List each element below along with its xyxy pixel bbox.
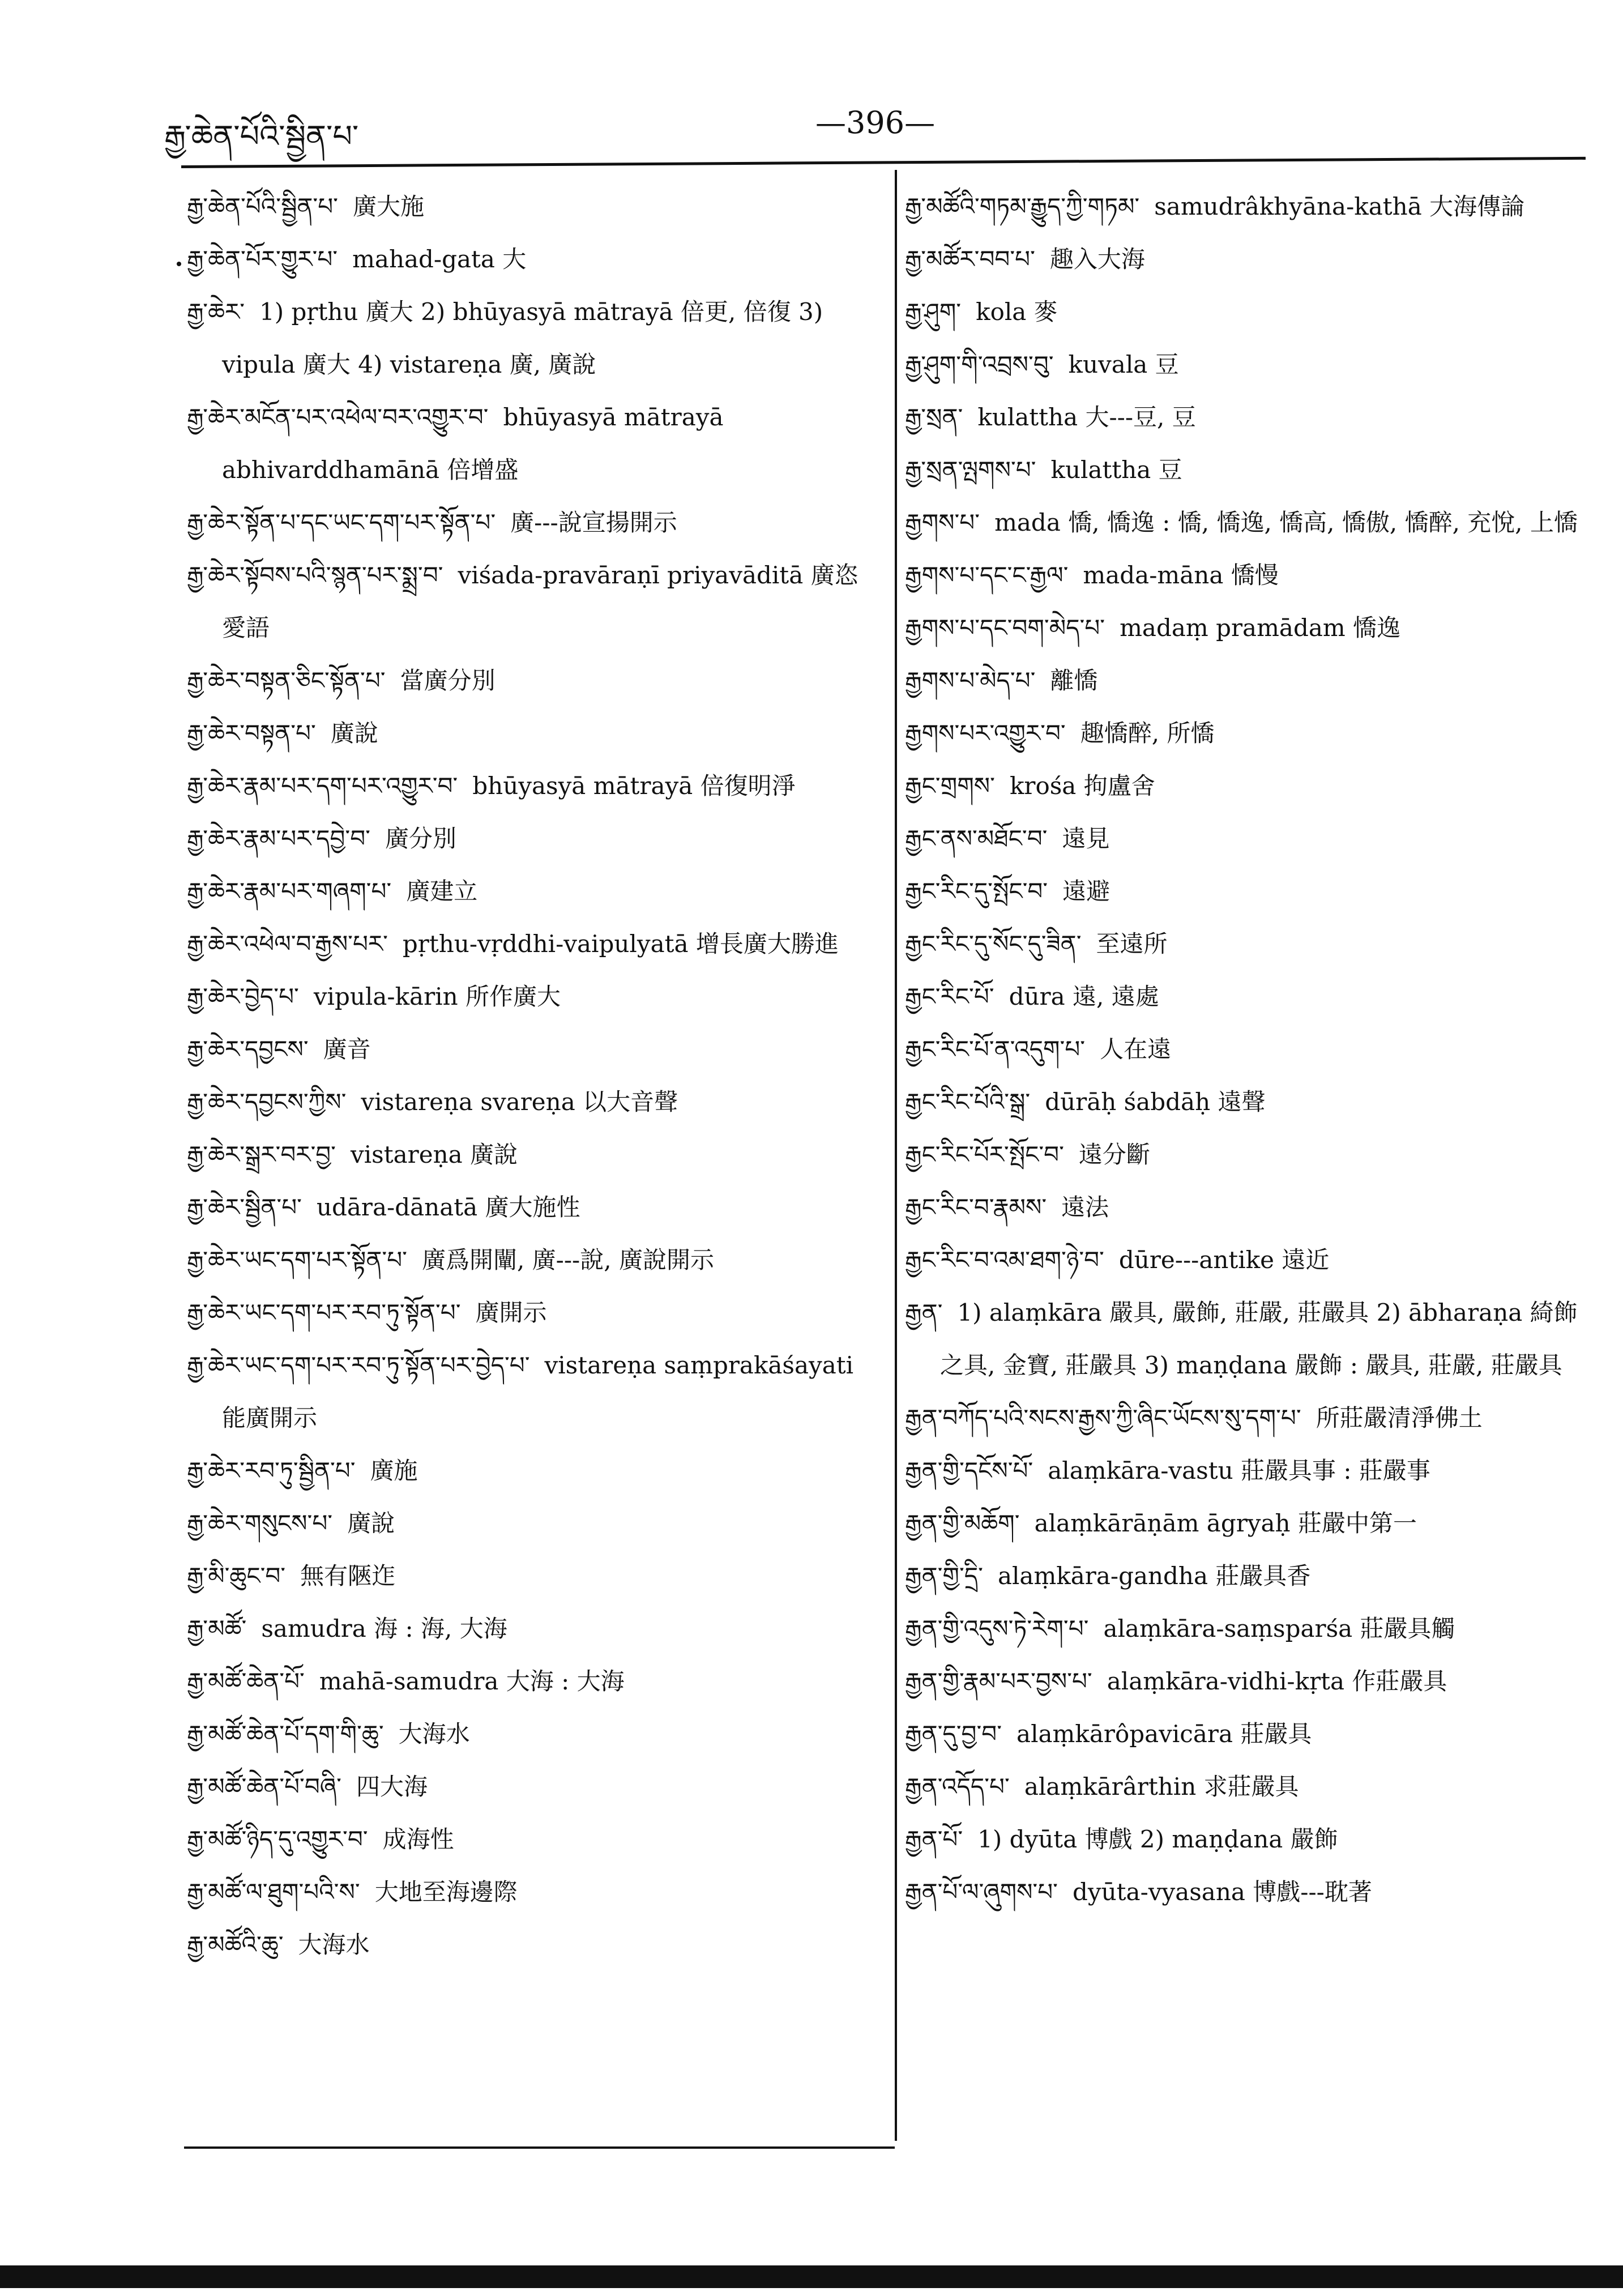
dictionary-entry xyxy=(187,1023,866,1076)
entry-definition: alaṃkāra-vidhi-kṛta 作莊嚴具 xyxy=(1107,1667,1447,1695)
column-divider xyxy=(895,170,897,2141)
entry-headword: རྒྱ་མཚོའི་གཏམ་རྒྱུད་ཀྱི་གཏམ་ xyxy=(905,193,1140,220)
entry-headword: རྒྱ་ཆེར་རབ་ཏུ་སྦྱིན་པ་ xyxy=(187,1457,356,1484)
entry-definition: alaṃkāra-gandha 莊嚴具香 xyxy=(997,1562,1311,1590)
dictionary-entry xyxy=(905,601,1579,654)
entry-definition: 1) dyūta 博戲 2) maṇḍana 嚴飾 xyxy=(977,1825,1338,1853)
entry-headword: རྒྱ་ཆེན་པོར་གྱུར་པ་ xyxy=(187,245,338,273)
dictionary-entry xyxy=(905,917,1579,970)
dictionary-entry xyxy=(187,391,866,496)
dictionary-entry xyxy=(905,1181,1579,1234)
entry-headword: རྒྱན་གྱི་དངོས་པོ་ xyxy=(905,1457,1033,1484)
entry-headword: རྒྱང་རིང་པོའི་སྒྲ་ xyxy=(905,1088,1031,1116)
entry-headword: རྒྱ་ཤུག་གི་འབྲས་བུ་ xyxy=(905,351,1054,378)
dictionary-entry xyxy=(187,970,866,1023)
entry-headword: རྒྱ་མཚོ་ཆེན་པོ་དག་གི་ཆུ་ xyxy=(187,1720,384,1748)
dictionary-entry xyxy=(905,180,1579,233)
dictionary-entry xyxy=(187,654,866,707)
right-column xyxy=(905,180,1579,1918)
dictionary-entry xyxy=(187,1444,866,1497)
entry-definition: 所莊嚴清淨佛土 xyxy=(1316,1404,1483,1432)
entry-definition: vistareṇa 廣說 xyxy=(351,1141,518,1168)
entry-definition: dūrāḥ śabdāḥ 遠聲 xyxy=(1045,1088,1266,1116)
entry-definition: 廣音 xyxy=(323,1035,371,1063)
dictionary-entry xyxy=(905,759,1579,812)
entry-definition: 趣入大海 xyxy=(1049,245,1145,273)
dictionary-entry xyxy=(187,865,866,917)
dictionary-entry xyxy=(187,759,866,812)
entry-headword: རྒྱང་རིང་དུ་སོང་དུ་ཟིན་ xyxy=(905,930,1082,958)
running-head: རྒྱ་ཆེན་པོའི་སྦྱིན་པ་ xyxy=(164,118,359,154)
entry-headword: རྒྱན་འདོད་པ་ xyxy=(905,1773,1010,1800)
entry-definition: kulattha 大---豆, 豆 xyxy=(977,403,1196,431)
entry-headword: རྒྱ་ཆེར་ཡང་དག་པར་སྟོན་པ་ xyxy=(187,1246,407,1274)
entry-definition: samudrâkhyāna-kathā 大海傳論 xyxy=(1154,193,1525,220)
entry-headword: རྒྱན་གྱི་མཆོག་ xyxy=(905,1509,1020,1537)
entry-headword: རྒྱ་ཆེར་བསྟན་ཅིང་སྟོན་པ་ xyxy=(187,667,386,694)
entry-definition: viśada-pravāraṇī priyavāditā 廣恣愛語 xyxy=(222,561,859,642)
entry-headword: རྒྱན་གྱི་འདུས་ཏེ་རེག་པ་ xyxy=(905,1615,1089,1642)
entry-definition: 廣說 xyxy=(347,1509,395,1537)
entry-definition: madaṃ pramādam 憍逸 xyxy=(1120,614,1401,642)
footer-rule xyxy=(184,2146,895,2149)
entry-definition: 離憍 xyxy=(1050,667,1098,694)
entry-definition: 1) alaṃkāra 嚴具, 嚴飾, 莊嚴, 莊嚴具 2) ābharaṇa 綺飾之具, 金寶, 莊嚴具 3) maṇḍana 嚴飾 : 嚴具, 莊嚴, 莊嚴具 xyxy=(940,1299,1578,1379)
entry-headword: རྒྱན་ xyxy=(905,1299,943,1326)
entry-headword: རྒྱང་རིང་པོ་ན་འདུག་པ་ xyxy=(905,1035,1086,1063)
dictionary-entry xyxy=(905,496,1579,549)
entry-definition: 趣憍醉, 所憍 xyxy=(1080,719,1215,747)
entry-headword: རྒྱགས་པ་ xyxy=(905,509,980,536)
dictionary-entry xyxy=(187,812,866,865)
dictionary-entry xyxy=(187,1655,866,1708)
entry-headword: རྒྱ་མཚོར་བབ་པ་ xyxy=(905,245,1035,273)
entry-definition: alaṃkārôpavicāra 莊嚴具 xyxy=(1016,1720,1312,1748)
entry-definition: 遠見 xyxy=(1062,825,1110,852)
dictionary-entry xyxy=(905,1655,1579,1708)
dictionary-entry xyxy=(187,233,866,285)
dictionary-entry xyxy=(905,1128,1579,1181)
entry-headword: རྒྱ་ཆེར་གསུངས་པ་ xyxy=(187,1509,333,1537)
entry-headword: རྒྱ་ཆེར་དབྱངས་ཀྱིས་ xyxy=(187,1088,347,1116)
dictionary-entry xyxy=(187,1497,866,1550)
entry-headword: རྒྱ་ཆེར་རྣམ་པར་དག་པར་འགྱུར་བ་ xyxy=(187,772,458,800)
entry-headword: རྒྱ་མཚོ་ལ་ཐུག་པའི་ས་ xyxy=(187,1878,360,1906)
margin-mark xyxy=(177,262,181,266)
entry-definition: kulattha 豆 xyxy=(1050,456,1182,484)
entry-definition: 至遠所 xyxy=(1096,930,1168,958)
dictionary-entry xyxy=(905,1497,1579,1550)
entry-definition: 無有陿迮 xyxy=(300,1562,396,1590)
entry-definition: 大海水 xyxy=(398,1720,470,1748)
entry-definition: 人在遠 xyxy=(1100,1035,1172,1063)
entry-definition: 廣開示 xyxy=(475,1299,547,1326)
dictionary-entry xyxy=(187,1234,866,1286)
entry-definition: alaṃkāra-saṃsparśa 莊嚴具觸 xyxy=(1103,1615,1455,1642)
dictionary-entry xyxy=(187,1339,866,1444)
dictionary-entry xyxy=(905,812,1579,865)
entry-headword: རྒྱང་རིང་བ་འམ་ཐག་ཉེ་བ་ xyxy=(905,1246,1104,1274)
dictionary-entry xyxy=(905,391,1579,443)
entry-definition: 廣爲開闡, 廣---說, 廣說開示 xyxy=(421,1246,714,1274)
dictionary-entry xyxy=(187,1813,866,1866)
entry-definition: bhūyasyā mātrayā 倍復明淨 xyxy=(472,772,796,800)
entry-headword: རྒྱ་ཆེར་སྦྱིན་པ་ xyxy=(187,1193,302,1221)
entry-headword: རྒྱ་ཆེར་ཡང་དག་པར་རབ་ཏུ་སྟོན་པ་ xyxy=(187,1299,461,1326)
dictionary-entry xyxy=(905,285,1579,338)
entry-headword: རྒྱ་ཆེར་འཕེལ་བ་རྒྱས་པར་ xyxy=(187,930,388,958)
entry-headword: རྒྱ་སྲན་ལྤགས་པ་ xyxy=(905,456,1036,484)
entry-headword: རྒྱང་ནས་མཐོང་བ་ xyxy=(905,825,1048,852)
dictionary-entry xyxy=(905,1866,1579,1918)
entry-headword: རྒྱན་པོ་ xyxy=(905,1825,963,1853)
dictionary-entry xyxy=(905,865,1579,917)
dictionary-entry xyxy=(187,1866,866,1918)
entry-definition: samudra 海 : 海, 大海 xyxy=(261,1615,507,1642)
entry-definition: 大海水 xyxy=(298,1931,370,1958)
entry-headword: རྒྱང་རིང་པོ་ xyxy=(905,983,994,1010)
entry-definition: kola 麥 xyxy=(976,298,1058,326)
entry-headword: རྒྱ་ཆེར་དབྱངས་ xyxy=(187,1035,309,1063)
dictionary-entry xyxy=(905,338,1579,391)
dictionary-entry xyxy=(905,549,1579,601)
entry-headword: རྒྱགས་པ་དང་ང་རྒྱལ་ xyxy=(905,561,1069,589)
entry-headword: རྒྱ་སྲན་ xyxy=(905,403,963,431)
entry-headword: རྒྱ་ཆེན་པོའི་སྦྱིན་པ་ xyxy=(187,193,338,220)
entry-headword: རྒྱ་ཆེར་མངོན་པར་འཕེལ་བར་འགྱུར་བ་ xyxy=(187,403,489,431)
entry-definition: 廣說 xyxy=(330,719,378,747)
dictionary-entry xyxy=(905,1286,1579,1392)
entry-headword: རྒྱ་ཆེར་ཡང་དག་པར་རབ་ཏུ་སྟོན་པར་བྱེད་པ་ xyxy=(187,1351,530,1379)
header-rule xyxy=(181,157,1586,168)
entry-definition: 遠法 xyxy=(1061,1193,1109,1221)
entry-headword: རྒྱ་ཆེར་སྟོབས་པའི་སྙན་པར་སྨྲ་བ་ xyxy=(187,561,443,589)
dictionary-entry xyxy=(905,1813,1579,1866)
dictionary-entry xyxy=(187,1918,866,1971)
entry-headword: རྒྱགས་པར་འགྱུར་བ་ xyxy=(905,719,1066,747)
entry-headword: རྒྱ་ཆེར་སྟོན་པ་དང་ཡང་དག་པར་སྟོན་པ་ xyxy=(187,509,496,536)
entry-definition: 成海性 xyxy=(382,1825,454,1853)
entry-headword: རྒྱ་མཚོའི་ཆུ་ xyxy=(187,1931,284,1958)
entry-definition: mahad-gata 大 xyxy=(352,245,527,273)
entry-definition: dūra 遠, 遠處 xyxy=(1009,983,1159,1010)
dictionary-entry xyxy=(905,1708,1579,1760)
dictionary-entry xyxy=(905,970,1579,1023)
dictionary-entry xyxy=(905,1234,1579,1286)
entry-definition: dyūta-vyasana 博戲---耽著 xyxy=(1072,1878,1372,1906)
entry-definition: alaṃkārârthin 求莊嚴具 xyxy=(1024,1773,1299,1800)
entry-definition: 大地至海邊際 xyxy=(374,1878,518,1906)
dictionary-entry xyxy=(187,1181,866,1234)
entry-definition: bhūyasyā mātrayā abhivarddhamānā 倍增盛 xyxy=(222,403,724,484)
entry-definition: mahā-samudra 大海 : 大海 xyxy=(319,1667,625,1695)
entry-definition: 四大海 xyxy=(356,1773,428,1800)
entry-definition: 廣建立 xyxy=(406,877,478,905)
dictionary-entry xyxy=(187,1550,866,1602)
dictionary-entry xyxy=(905,1444,1579,1497)
entry-headword: རྒྱ་མཚོ་ཉིད་དུ་འགྱུར་བ་ xyxy=(187,1825,368,1853)
entry-definition: pṛthu-vṛddhi-vaipulyatā 增長廣大勝進 xyxy=(402,930,839,958)
dictionary-entry xyxy=(187,285,866,391)
dictionary-entry xyxy=(905,233,1579,285)
entry-headword: རྒྱ་ཆེར་བསྟན་པ་ xyxy=(187,719,316,747)
entry-definition: 遠分斷 xyxy=(1078,1141,1150,1168)
dictionary-entry xyxy=(187,549,866,654)
entry-headword: རྒྱན་པོ་ལ་ཞུགས་པ་ xyxy=(905,1878,1058,1906)
entry-definition: udāra-dānatā 廣大施性 xyxy=(316,1193,580,1221)
entry-headword: རྒྱ་ཆེར་སྒྲར་བར་བྱ་ xyxy=(187,1141,336,1168)
entry-definition: kuvala 豆 xyxy=(1068,351,1179,378)
entry-definition: 廣---說宣揚開示 xyxy=(510,509,677,536)
entry-headword: རྒྱང་གྲགས་ xyxy=(905,772,995,800)
page-number: —396— xyxy=(815,105,936,140)
dictionary-entry xyxy=(187,917,866,970)
entry-definition: vipula-kārin 所作廣大 xyxy=(313,983,561,1010)
entry-definition: 遠避 xyxy=(1062,877,1111,905)
entry-headword: རྒྱགས་པ་དང་བག་མེད་པ་ xyxy=(905,614,1105,642)
entry-definition: alaṃkāra-vastu 莊嚴具事 : 莊嚴事 xyxy=(1048,1457,1430,1484)
entry-headword: རྒྱན་བཀོད་པའི་སངས་རྒྱས་ཀྱི་ཞིང་ཡོངས་སུ་དག་པ་ xyxy=(905,1404,1301,1432)
dictionary-entry xyxy=(187,496,866,549)
entry-definition: alaṃkārāṇām āgryaḥ 莊嚴中第一 xyxy=(1034,1509,1417,1537)
dictionary-entry xyxy=(187,707,866,759)
dictionary-entry xyxy=(905,1602,1579,1655)
dictionary-entry xyxy=(905,707,1579,759)
dictionary-entry xyxy=(905,1550,1579,1602)
entry-definition: mada 憍, 憍逸 : 憍, 憍逸, 憍高, 憍傲, 憍醉, 充悅, 上憍 xyxy=(994,509,1578,536)
entry-headword: རྒྱ་མཚོ་ཆེན་པོ་བཞི་ xyxy=(187,1773,341,1800)
entry-definition: 廣大施 xyxy=(353,193,425,220)
entry-definition: 廣施 xyxy=(370,1457,418,1484)
dictionary-entry xyxy=(905,1076,1579,1128)
entry-headword: རྒྱན་དུ་བྱ་བ་ xyxy=(905,1720,1002,1748)
entry-headword: རྒྱ་ཆེར་རྣམ་པར་དབྱེ་བ་ xyxy=(187,825,370,852)
dictionary-entry xyxy=(187,1128,866,1181)
entry-headword: རྒྱན་གྱི་དྲི་ xyxy=(905,1562,983,1590)
dictionary-entry xyxy=(905,1760,1579,1813)
entry-headword: རྒྱ་ཆེར་བྱེད་པ་ xyxy=(187,983,299,1010)
entry-headword: རྒྱང་རིང་དུ་སྤོང་བ་ xyxy=(905,877,1048,905)
entry-definition: vistareṇa svareṇa 以大音聲 xyxy=(361,1088,678,1116)
entry-definition: 1) pṛthu 廣大 2) bhūyasyā mātrayā 倍更, 倍復 3) vipula 廣大 4) vistareṇa 廣, 廣說 xyxy=(222,298,823,378)
dictionary-entry xyxy=(187,180,866,233)
entry-headword: རྒྱ་ཆེར་རྣམ་པར་གཞག་པ་ xyxy=(187,877,392,905)
entry-headword: རྒྱང་རིང་བ་རྣམས་ xyxy=(905,1193,1047,1221)
dictionary-entry xyxy=(187,1708,866,1760)
entry-definition: vistareṇa saṃprakāśayati 能廣開示 xyxy=(222,1351,854,1432)
dictionary-entry xyxy=(905,654,1579,707)
dictionary-entry xyxy=(905,1023,1579,1076)
entry-definition: mada-māna 憍慢 xyxy=(1083,561,1279,589)
page-edge xyxy=(0,2265,1623,2288)
entry-definition: 廣分別 xyxy=(385,825,456,852)
dictionary-entry xyxy=(187,1760,866,1813)
dictionary-entry xyxy=(187,1286,866,1339)
entry-headword: རྒྱ་མཚོ་ xyxy=(187,1615,247,1642)
entry-headword: རྒྱ་མི་ཆུང་བ་ xyxy=(187,1562,286,1590)
entry-definition: krośa 拘盧舍 xyxy=(1009,772,1155,800)
entry-definition: dūre---antike 遠近 xyxy=(1118,1246,1330,1274)
dictionary-entry xyxy=(905,1392,1579,1444)
dictionary-entry xyxy=(187,1602,866,1655)
entry-headword: རྒྱ་ཆེར་ xyxy=(187,298,245,326)
left-column xyxy=(187,180,866,1971)
entry-headword: རྒྱ་ཤུག་ xyxy=(905,298,962,326)
entry-headword: རྒྱགས་པ་མེད་པ་ xyxy=(905,667,1036,694)
dictionary-entry xyxy=(905,443,1579,496)
dictionary-entry xyxy=(187,1076,866,1128)
entry-headword: རྒྱང་རིང་པོར་སྤོང་བ་ xyxy=(905,1141,1064,1168)
entry-definition: 當廣分別 xyxy=(400,667,496,694)
entry-headword: རྒྱ་མཚོ་ཆེན་པོ་ xyxy=(187,1667,305,1695)
entry-headword: རྒྱན་གྱི་རྣམ་པར་བྱས་པ་ xyxy=(905,1667,1092,1695)
